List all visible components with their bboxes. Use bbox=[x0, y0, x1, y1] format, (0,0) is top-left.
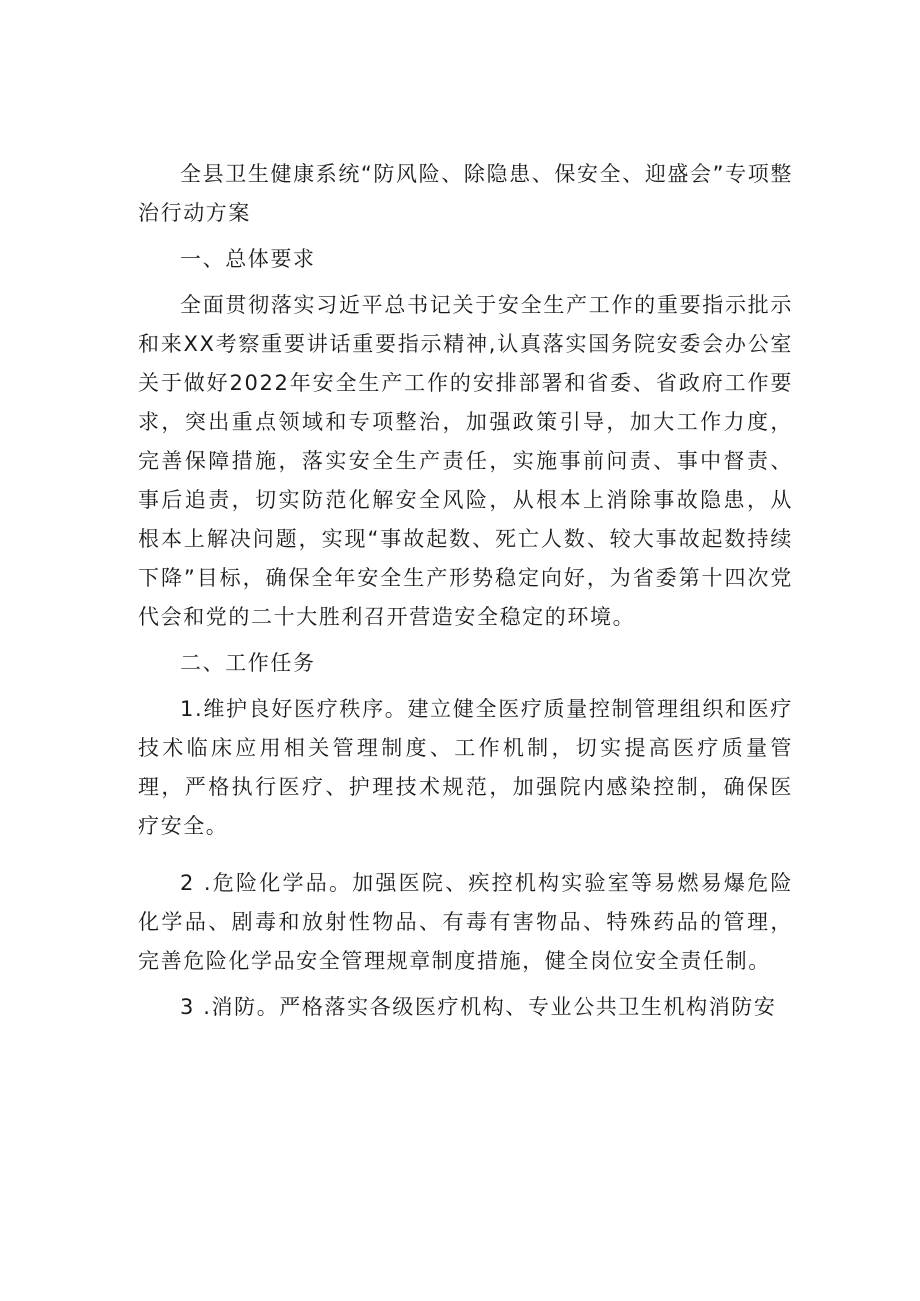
section-body-general-requirements: 全面贯彻落实习近平总书记关于安全生产工作的重要指示批示和来XX考察重要讲话重要指示精神,认真落实国务院安委会办公室关于做好2022年安全生产工作的安排部署和省委、省政府工作要求，突出重点领域和专项整治，加强政策引导，加大工作力度，完善保障措施，落实安全生产责任，实施事前问责、事中督责、事后追责，切实防范化解安全风险，从根本上消除事故隐患，从根本上解决问题，实现“事故起数、死亡人数、较大事故起数持续下降”目标，确保全年安全生产形势稳定向好，为省委第十四次党代会和党的二十大胜利召开营造安全稳定的环境。 bbox=[138, 293, 793, 629]
section-heading-general-requirements: 一、总体要求 bbox=[180, 247, 316, 271]
section-heading-work-tasks: 二、工作任务 bbox=[180, 651, 316, 675]
document-title: 全县卫生健康系统“防风险、除隐患、保安全、迎盛会”专项整治行动方案 bbox=[138, 162, 793, 225]
task-item-fire-safety: 3 .消防。严格落实各级医疗机构、专业公共卫生机构消防安 bbox=[180, 995, 777, 1019]
task-item-hazardous-chemicals: 2 .危险化学品。加强医院、疾控机构实验室等易燃易爆危险化学品、剧毒和放射性物品、有毒有害物品、特殊药品的管理，完善危险化学品安全管理规章制度措施，健全岗位安全责任制。 bbox=[138, 871, 793, 973]
task-item-medical-order: 1.维护良好医疗秩序。建立健全医疗质量控制管理组织和医疗技术临床应用相关管理制度、工作机制，切实提高医疗质量管理，严格执行医疗、护理技术规范，加强院内感染控制，确保医疗安全。 bbox=[138, 697, 793, 838]
document-body bbox=[138, 155, 793, 1034]
